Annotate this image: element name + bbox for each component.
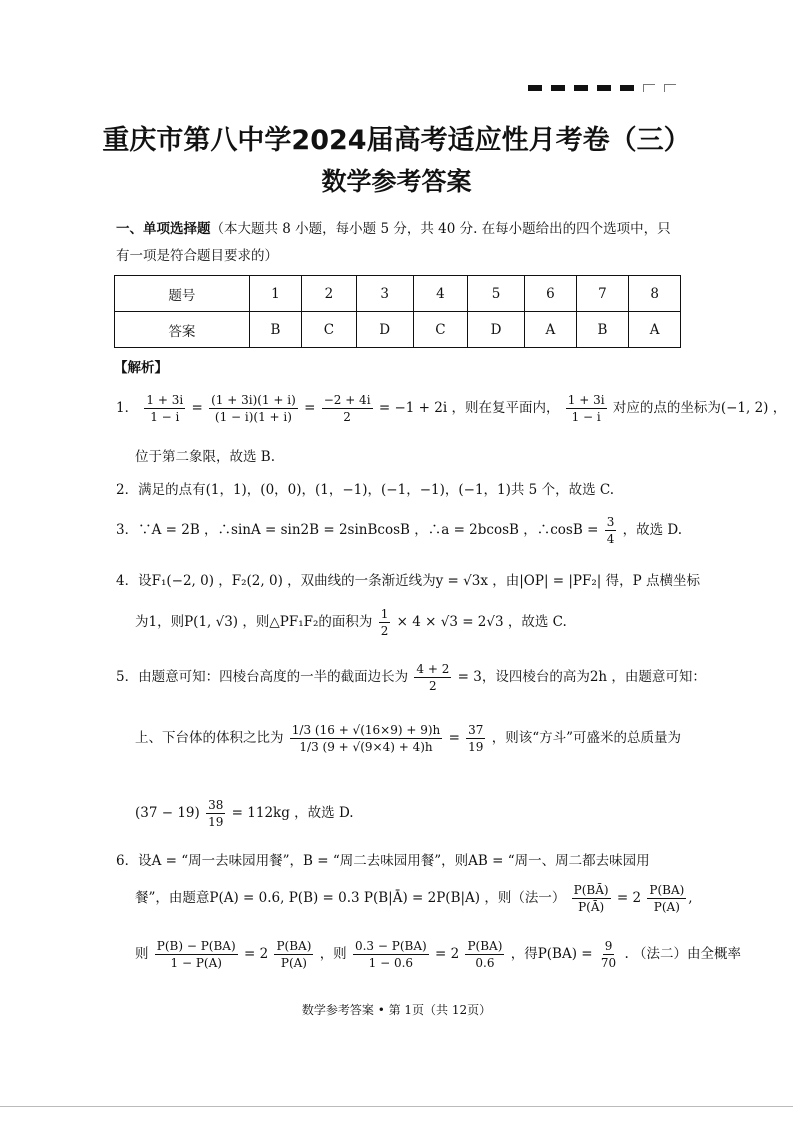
- text: (37 − 19): [135, 805, 200, 821]
- numerator: 1 + 3i: [146, 393, 184, 407]
- fraction: [206, 797, 225, 830]
- solution-4: 4．设F₁(−2, 0) ，F₂(2, 0) ，双曲线的一条渐近线为y = √3x ，由|OP| = |PF₂| 得，P 点横坐标: [116, 573, 701, 589]
- fraction: [209, 392, 298, 425]
- table-cell: A: [525, 312, 577, 348]
- numerator: 9: [604, 939, 613, 953]
- solution-1: [116, 392, 786, 425]
- solution-6-cont2: [135, 938, 741, 971]
- table-cell: 5: [468, 276, 525, 312]
- table-cell: B: [249, 312, 302, 348]
- solution-4-cont: [135, 606, 567, 639]
- table-cell: D: [468, 312, 525, 348]
- text: 5．由题意可知：四棱台高度的一半的截面边长为: [116, 669, 409, 685]
- denominator: 1/3 (9 + √(9×4) + 4)h: [299, 740, 433, 754]
- fraction: [599, 938, 618, 971]
- table-row-questions: [115, 276, 681, 312]
- text: 餐”，由题意P(A) = 0.6, P(B) = 0.3 P(B|Ā) = 2P(B|A) ，则（法一）: [135, 890, 566, 906]
- table-cell: 4: [413, 276, 468, 312]
- text: ，则: [319, 946, 347, 962]
- table-header-cell: 答案: [115, 312, 250, 348]
- fraction: [566, 392, 607, 425]
- numerator: (1 + 3i)(1 + i): [211, 393, 296, 407]
- comma: ,: [688, 890, 693, 906]
- mark-square: [551, 85, 565, 91]
- denominator: 1 − i: [571, 410, 601, 424]
- solution-1-cont: 位于第二象限，故选 B.: [135, 449, 276, 465]
- answer-table: [114, 275, 681, 348]
- denominator: P(A): [280, 956, 307, 970]
- numerator: 0.3 − P(BA): [354, 939, 427, 953]
- mark-corner: [643, 84, 655, 92]
- text: 上、下台体的体积之比为: [135, 730, 284, 746]
- table-cell: 3: [356, 276, 413, 312]
- analysis-label: 【解析】: [114, 360, 168, 376]
- solution-5-cont: [135, 722, 681, 755]
- text: = −1 + 2i ，则在复平面内，: [378, 400, 560, 416]
- fraction: [414, 661, 451, 694]
- document-title: 重庆市第八中学2024届高考适应性月考卷（三）: [102, 125, 691, 156]
- table-cell: C: [302, 312, 357, 348]
- document-subtitle: 数学参考答案: [321, 167, 472, 196]
- table-cell: 6: [525, 276, 577, 312]
- fraction: [379, 606, 391, 639]
- numerator: 1: [380, 607, 389, 621]
- mark-corner: [664, 84, 676, 92]
- fraction: [290, 722, 442, 755]
- solution-2: 2．满足的点有(1，1)，(0，0)，(1，−1)，(−1，−1)，(−1，1)共 5 个，故选 C.: [116, 482, 614, 498]
- numerator: 1 + 3i: [567, 393, 605, 407]
- solution-6: 6．设A = “周一去味园用餐”，B = “周二去味园用餐”，则AB = “周一、周二都去味园用: [116, 853, 650, 869]
- text: 3．∵A = 2B ，∴sinA = sin2B = 2sinBcosB ，∴a = 2bcosB ，∴cosB =: [116, 522, 599, 538]
- table-cell: 7: [576, 276, 629, 312]
- page-footer: 数学参考答案 • 第 1页（共 12页）: [301, 1003, 492, 1017]
- numerator: 38: [208, 798, 224, 812]
- denominator: 19: [468, 740, 484, 754]
- solution-3: [116, 514, 682, 547]
- table-cell: B: [576, 312, 629, 348]
- section-desc-cont: 有一项是符合题目要求的）: [116, 248, 278, 264]
- item-number: 1．: [116, 400, 139, 416]
- text: 为1，则P(1, √3) ，则△PF₁F₂的面积为: [135, 614, 373, 630]
- mark-square: [597, 85, 611, 91]
- numerator: P(BA): [276, 939, 312, 953]
- section-title: 一、单项选择题: [116, 221, 211, 237]
- mark-square: [620, 85, 634, 91]
- fraction: [605, 514, 617, 547]
- numerator: 37: [468, 723, 484, 737]
- mark-square: [574, 85, 588, 91]
- numerator: −2 + 4i: [323, 393, 371, 407]
- table-cell: D: [356, 312, 413, 348]
- section-desc: （本大题共 8 小题，每小题 5 分，共 40 分. 在每小题给出的四个选项中，只: [210, 221, 671, 237]
- numerator: P(BA): [467, 939, 503, 953]
- text: × 4 × √3 = 2√3 ，故选 C.: [396, 614, 567, 630]
- denominator: 1 − P(A): [170, 956, 222, 970]
- fraction: [572, 882, 611, 915]
- fraction: [466, 722, 485, 755]
- text: = 2: [243, 946, 269, 962]
- numerator: 1/3 (16 + √(16×9) + 9)h: [291, 723, 441, 737]
- text: 则: [135, 946, 149, 962]
- mark-square: [528, 85, 542, 91]
- table-cell: 8: [629, 276, 681, 312]
- fraction: [274, 938, 313, 971]
- denominator: 4: [606, 532, 615, 546]
- denominator: P(Ā): [578, 900, 605, 914]
- fraction: [155, 938, 238, 971]
- denominator: 70: [600, 956, 617, 970]
- denominator: 1 − i: [150, 410, 180, 424]
- text: . （法二）由全概率: [624, 946, 742, 962]
- divider: [0, 1106, 793, 1107]
- text: ，则该“方斗”可盛米的总质量为: [491, 730, 682, 746]
- numerator: 4 + 2: [416, 662, 450, 676]
- text: = 2: [434, 946, 460, 962]
- numerator: 3: [606, 515, 615, 529]
- equals: =: [191, 400, 203, 416]
- denominator: 2: [429, 679, 437, 693]
- fraction: [647, 882, 686, 915]
- text: = 3，设四棱台的高为2h ，由题意可知：: [457, 669, 706, 685]
- text: 对应的点的坐标为(−1, 2) ，: [612, 400, 787, 416]
- equals: =: [304, 400, 316, 416]
- denominator: 1 − 0.6: [368, 956, 414, 970]
- numerator: P(BĀ): [573, 883, 609, 897]
- table-cell: C: [413, 312, 468, 348]
- denominator: 2: [380, 624, 389, 638]
- denominator: 2: [343, 410, 351, 424]
- solution-6-cont: [135, 882, 693, 915]
- denominator: 0.6: [475, 956, 495, 970]
- text: = 2: [616, 890, 642, 906]
- fraction: [353, 938, 429, 971]
- section-heading: [116, 216, 681, 270]
- denominator: (1 − i)(1 + i): [214, 410, 292, 424]
- table-cell: A: [629, 312, 681, 348]
- table-cell: 1: [249, 276, 302, 312]
- solution-5-cont2: [135, 797, 354, 830]
- table-cell: 2: [302, 276, 357, 312]
- fraction: [322, 392, 373, 425]
- denominator: 19: [208, 815, 224, 829]
- numerator: P(B) − P(BA): [156, 939, 236, 953]
- equals: =: [448, 730, 460, 746]
- corner-marks: [528, 84, 676, 92]
- solution-5: [116, 661, 706, 694]
- denominator: P(A): [653, 900, 680, 914]
- fraction: [465, 938, 504, 971]
- text: ，得P(BA) =: [510, 946, 593, 962]
- table-row-answers: [115, 312, 681, 348]
- table-header-cell: 题号: [115, 276, 250, 312]
- fraction: [144, 392, 185, 425]
- text: ，故选 D.: [622, 522, 683, 538]
- numerator: P(BA): [649, 883, 685, 897]
- text: = 112kg ，故选 D.: [231, 805, 354, 821]
